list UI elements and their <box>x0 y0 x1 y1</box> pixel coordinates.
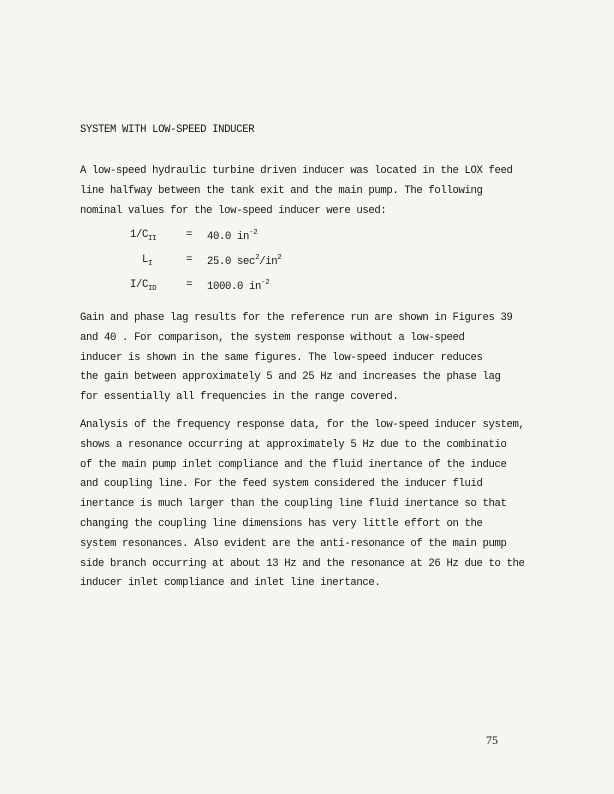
paragraph-intro <box>80 162 550 221</box>
text-line: of the main pump inlet compliance and the fluid inertance of the induce <box>80 458 507 471</box>
equals-sign: = <box>186 229 193 241</box>
text-line: Analysis of the frequency response data, for the low-speed inducer system, <box>80 419 525 431</box>
text-line: inducer is shown in the same figures. The low-speed inducer reduces <box>80 351 483 364</box>
text-line: Gain and phase lag results for the reference run are shown in Figures 39 <box>80 312 513 324</box>
value: 25.0 $\sec^2/in^2$ <box>207 254 282 268</box>
text-line: the gain between approximately 5 and 25 Hz and increases the phase lag <box>80 371 501 384</box>
section-heading: SYSTEM WITH LOW-SPEED INDUCER <box>80 124 255 136</box>
text-line: and 40 . For comparison, the system response without a low-speed <box>80 331 465 344</box>
text-line: for essentially all frequencies in the range covered. <box>80 391 399 404</box>
text-line: nominal values for the low-speed inducer were used: <box>80 204 387 217</box>
text-line: A low-speed hydraulic turbine driven inducer was located in the LOX feed <box>80 165 513 177</box>
symbol: $1/C_{II}$ <box>130 229 157 243</box>
equals-sign: = <box>186 254 193 266</box>
symbol: $L_I$ <box>142 254 153 268</box>
text-line: and coupling line. For the feed system considered the inducer fluid <box>80 478 483 491</box>
text-line: changing the coupling line dimensions has very little effort on the <box>80 517 483 530</box>
text-line: side branch occurring at about 13 Hz and the resonance at 26 Hz due to the <box>80 557 525 570</box>
text-line: line halfway between the tank exit and the main pump. The following <box>80 184 483 197</box>
text-line: shows a resonance occurring at approximately 5 Hz due to the combinatio <box>80 438 507 451</box>
nominal-values-list <box>80 225 550 295</box>
page-number: 75 <box>486 733 498 747</box>
paragraph-results <box>80 309 550 408</box>
text-line: inducer inlet compliance and inlet line inertance. <box>80 577 381 590</box>
paragraph-analysis <box>80 416 550 594</box>
text-line: inertance is much larger than the coupling line fluid inertance so that <box>80 498 507 511</box>
symbol: $I/C_{ID}$ <box>130 279 157 293</box>
equals-sign: = <box>186 279 193 291</box>
value: 1000.0 $in^{-2}$ <box>207 279 270 293</box>
value: 40.0 $in^{-2}$ <box>207 229 258 243</box>
text-line: system resonances. Also evident are the anti-resonance of the main pump <box>80 537 507 550</box>
